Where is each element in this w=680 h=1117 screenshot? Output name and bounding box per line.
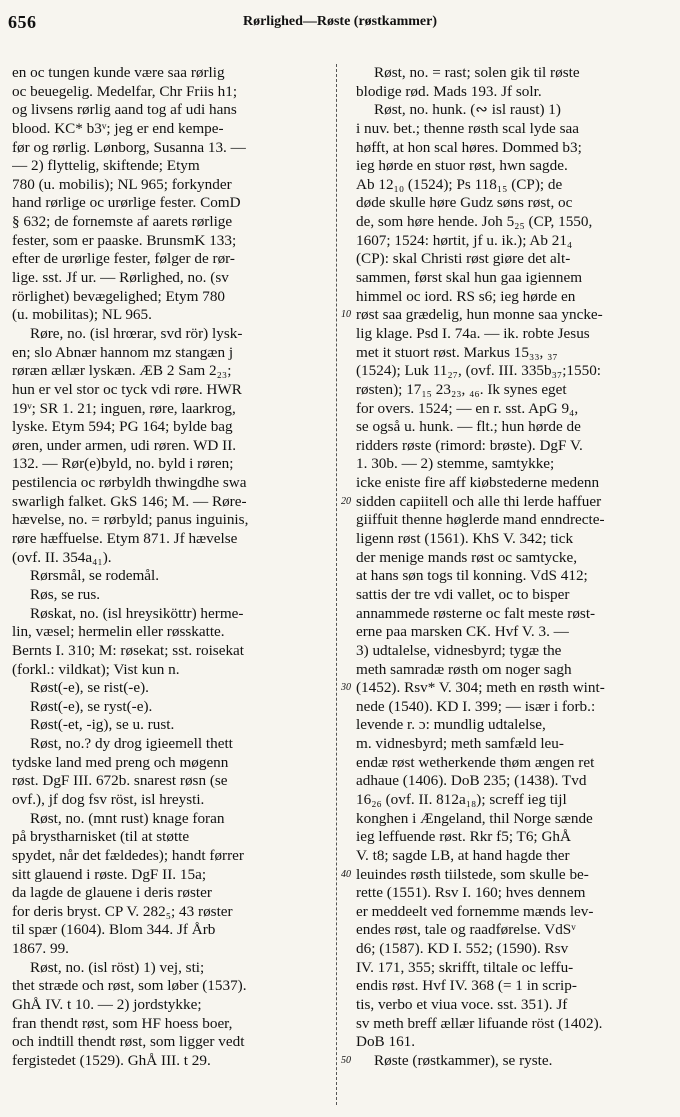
text-line: Røst, no. = rast; solen gik til røste <box>374 64 580 81</box>
text-line: endis røst. Hvf IV. 368 (= 1 in scrip- <box>356 977 577 995</box>
text-line: 1. 30b. — 2) stemme, samtykke; <box>356 455 555 473</box>
text-line: er meddeelt ved fornemme mænds lev- <box>356 902 594 920</box>
line-number: 10 <box>341 309 351 321</box>
text-line: Røst, no. (mnt rust) knage foran <box>30 809 225 827</box>
text-line: adhaue (1406). DoB 235; (1438). Tvd <box>356 772 587 790</box>
text-line: ligenn røst (1561). KhS V. 342; tick <box>356 530 574 548</box>
text-line: røst saa grædelig, hun monne saa ynckе- <box>356 306 603 324</box>
text-line: på brystharnisket (til at støtte <box>12 828 190 846</box>
text-line: ovf.), jf dog fsv röst, isl hreysti. <box>12 790 205 808</box>
text-line: GhÅ IV. t 10. — 2) jordstykke; <box>12 996 202 1014</box>
text-line: endæ røst wetherkende thøm ængen ret <box>356 753 595 771</box>
text-line: Røst, no. (isl röst) 1) vej, sti; <box>30 958 205 976</box>
text-line: sidden capiitell och alle thi lerde haffuer <box>356 492 602 510</box>
text-line: hand rørlige oc urørlige fester. ComD <box>12 194 241 212</box>
running-head: Rørlighed—Røste (røstkammer) <box>242 14 437 29</box>
text-line: (ovf. II. 354a₄₁). <box>12 548 112 566</box>
text-line: — 2) flyttelig, skiftende; Etym <box>12 157 200 175</box>
text-line: ieg hørde en stuor røst, hwn sagde. <box>356 157 568 175</box>
text-line: met it stuort røst. Markus 15₃₃, ₃₇ <box>356 343 558 361</box>
text-line: endes røst, tale og raadførelse. VdSᵛ <box>356 921 576 939</box>
text-line: Bernts I. 310; M: røsekat; sst. roisekat <box>12 641 245 659</box>
text-line: rette (1551). Rsv I. 160; hves dennem <box>356 884 586 902</box>
text-line: fester, som er paaske. BrunsmK 133; <box>12 231 237 249</box>
text-line: Ab 12₁₀ (1524); Ps 118₁₅ (CP); de <box>356 175 563 193</box>
text-line: icke eniste fire aff kiøbstederne medenn <box>356 474 600 492</box>
text-line: røre hæffuelse. Etym 871. Jf hævelse <box>12 530 238 548</box>
text-line: Røst, no.? dy drog igieemell thett <box>30 735 233 753</box>
text-line: i nuv. bet.; thenne røsth scal lyde saa <box>356 119 579 137</box>
text-line: lig klage. Psd I. 74a. — ik. robte Jesus <box>356 324 590 342</box>
column-divider <box>336 64 337 1105</box>
text-line: 16₂₆ (ovf. II. 812a₁₈); screff ieg tijl <box>356 790 567 808</box>
text-line: at hans søn togs til konning. VdS 412; <box>356 567 588 585</box>
text-line: og livsens rørlig aand tog af udi hans <box>12 101 237 119</box>
text-line: lige. sst. Jf ur. — Rørlighed, no. (sv <box>12 269 229 287</box>
text-line: 19ᵛ; SR 1. 21; inguen, røre, laarkrog, <box>12 399 236 417</box>
text-line: øren, under armen, udi røren. WD II. <box>12 436 237 454</box>
text-line: da lagde de glauene i deris røster <box>12 884 212 902</box>
text-line: til spær (1604). Blom 344. Jf Årb <box>12 921 216 939</box>
text-line: och indtill thendt røst, som ligger vedt <box>12 1033 245 1051</box>
text-line: tydske land med preng och møgenn <box>12 753 229 771</box>
text-line: se også u. hunk. — flt.; hun hørde de <box>356 418 581 436</box>
text-line: blood. KC* b3ᵛ; jeg er end kempe- <box>12 119 224 137</box>
text-line: (CP): skal Christi røst giøre det alt- <box>356 250 571 268</box>
line-number: 30 <box>341 682 351 694</box>
text-line: (forkl.: vildkat); Vist kun n. <box>12 660 180 678</box>
text-line: ridders røste (rimord: brøste). DgF V. <box>356 436 583 454</box>
text-line: røræn ællær lyskæn. ÆB 2 Sam 2₂₃; <box>12 362 232 380</box>
text-line: de, som høre hende. Joh 5₂₅ (CP, 1550, <box>356 213 593 231</box>
text-line: 132. — Rør(e)byld, no. byld i røren; <box>12 455 234 473</box>
text-line: meth samradæ røsth om noger sagh <box>356 660 572 678</box>
text-line: efter de urørlige fester, følger de rør- <box>12 250 235 268</box>
line-number: 20 <box>341 495 351 507</box>
text-line: 3) udtalelse, vidnesbyrd; tygæ the <box>356 641 562 659</box>
text-line: d6; (1587). KD I. 552; (1590). Rsv <box>356 940 569 958</box>
text-line: tis, verbo et viua voce. sst. 351). Jf <box>356 996 568 1014</box>
text-line: før og rørlig. Lønborg, Susanna 13. — <box>12 138 246 156</box>
text-line: DoB 161. <box>356 1033 416 1051</box>
text-line: en oc tungen kunde være saa rørlig <box>12 64 225 81</box>
text-line: for overs. 1524; — en r. sst. ApG 9₄, <box>356 399 579 417</box>
text-line: Røst(-e), se ryst(-e). <box>30 697 153 715</box>
text-line: 1607; 1524: hørtit, jf u. ik.); Ab 21₄ <box>356 231 573 249</box>
text-line: (1524); Luk 11₂₇, (ovf. III. 335b₃₇;1550: <box>356 362 602 380</box>
text-line: fergistedet (1529). GhÅ III. t 29. <box>12 1051 211 1069</box>
text-line: røsten); 17₁₅ 23₂₃, ₄₆. Ik synes eget <box>356 380 567 398</box>
text-line: giiffuit thenne høglerde mand enndrecte- <box>356 511 605 529</box>
page-header <box>0 12 680 38</box>
text-line: Røskat, no. (isl hreysiköttr) herme- <box>30 604 244 622</box>
text-line: sitt glauend i røste. DgF II. 15a; <box>12 865 207 883</box>
text-line: hævelse, no. = rørbyld; panus inguinis, <box>12 511 249 529</box>
text-line: (u. mobilitas); NL 965. <box>12 306 152 324</box>
text-line: for deris bryst. CP V. 282₅; 43 røster <box>12 902 233 920</box>
left-column <box>12 64 334 1071</box>
text-line: rörlighet) bevægelighed; Etym 780 <box>12 287 226 305</box>
text-line: (1452). Rsv* V. 304; meth en røsth wint- <box>356 679 605 697</box>
text-line: Røst(-et, -ig), se u. rust. <box>30 716 175 734</box>
text-line: blodige rød. Mads 193. Jf solr. <box>356 82 542 100</box>
text-line: Røre, no. (isl hrœrar, svd rör) lysk- <box>30 324 243 342</box>
text-line: sattis der tre vdi vallet, oc to bisper <box>356 585 570 603</box>
text-line: oc beuegelig. Medelfar, Chr Friis h1; <box>12 82 238 100</box>
text-line: 780 (u. mobilis); NL 965; forkynder <box>12 175 232 193</box>
page-number: 656 <box>8 12 37 32</box>
text-line: levende r. ɔ: mundlig udtalelse, <box>356 716 546 734</box>
text-line: høfft, at hon scal høres. Dommed b3; <box>356 138 582 156</box>
text-line: leuindes røsth tiilstede, som skulle be- <box>356 865 589 883</box>
text-line: der menige mands røst oc samtycke, <box>356 548 577 566</box>
text-line: en; slo Abnær hannom mz stangæn j <box>12 343 234 361</box>
text-line: nede (1540). KD I. 399; — især i forb.: <box>356 697 596 715</box>
text-line: himmel oc iord. RS s6; ieg hørde en <box>356 287 576 305</box>
right-column <box>356 64 678 1071</box>
text-line: thet stræde och røst, som løber (1537). <box>12 977 247 995</box>
text-line: hun er vel stor oc tyck vdi røre. HWR <box>12 380 242 398</box>
text-line: erne paa marsken CK. Hvf V. 3. — <box>356 623 569 641</box>
text-line: Røs, se rus. <box>30 585 101 603</box>
text-line: annammede røsterne oc falt meste røst- <box>356 604 596 622</box>
text-line: m. vidnesbyrd; meth samfæld leu- <box>356 735 564 753</box>
text-line: pestilencia oc rørbyldh thwingdhe swa <box>12 474 247 492</box>
text-line: Røste (røstkammer), se ryste. <box>374 1051 553 1069</box>
text-line: V. t8; sagde LB, at hand hagde ther <box>356 846 570 864</box>
text-line: spydet, når det fældedes); handt førrer <box>12 846 244 864</box>
text-line: ieg leffuende røst. Rkr f5; T6; GhÅ <box>356 828 571 846</box>
text-line: lyske. Etym 594; PG 164; bylde bag <box>12 418 233 436</box>
text-line: IV. 171, 355; skrifft, tiltale oc leffu- <box>356 958 574 976</box>
line-number: 40 <box>341 868 351 880</box>
text-line: røst. DgF III. 672b. snarest røsn (se <box>12 772 228 790</box>
text-line: konghen i Ængeland, thil Norge sænde <box>356 809 593 827</box>
text-line: døde skulle høre Gudz søns røst, oc <box>356 194 573 212</box>
text-line: sammen, først skal hun gaa igiennem <box>356 269 583 287</box>
text-line: § 632; de fornemste af aarets rørlige <box>12 213 233 231</box>
text-line: lin, væsel; hermelin eller røsskatte. <box>12 623 225 641</box>
text-line: 1867. 99. <box>12 940 69 958</box>
text-line: sv meth breff ællær lifuande röst (1402). <box>356 1014 603 1032</box>
text-line: fran thendt røst, som HF hoess boer, <box>12 1014 233 1032</box>
text-line: Røst(-e), se rist(-e). <box>30 679 149 697</box>
line-number: 50 <box>341 1055 351 1067</box>
text-line: Røst, no. hunk. (∾ isl raust) 1) <box>374 101 561 119</box>
text-line: swarligh falket. GkS 146; M. — Røre- <box>12 492 247 510</box>
text-line: Rørsmål, se rodemål. <box>30 567 160 585</box>
